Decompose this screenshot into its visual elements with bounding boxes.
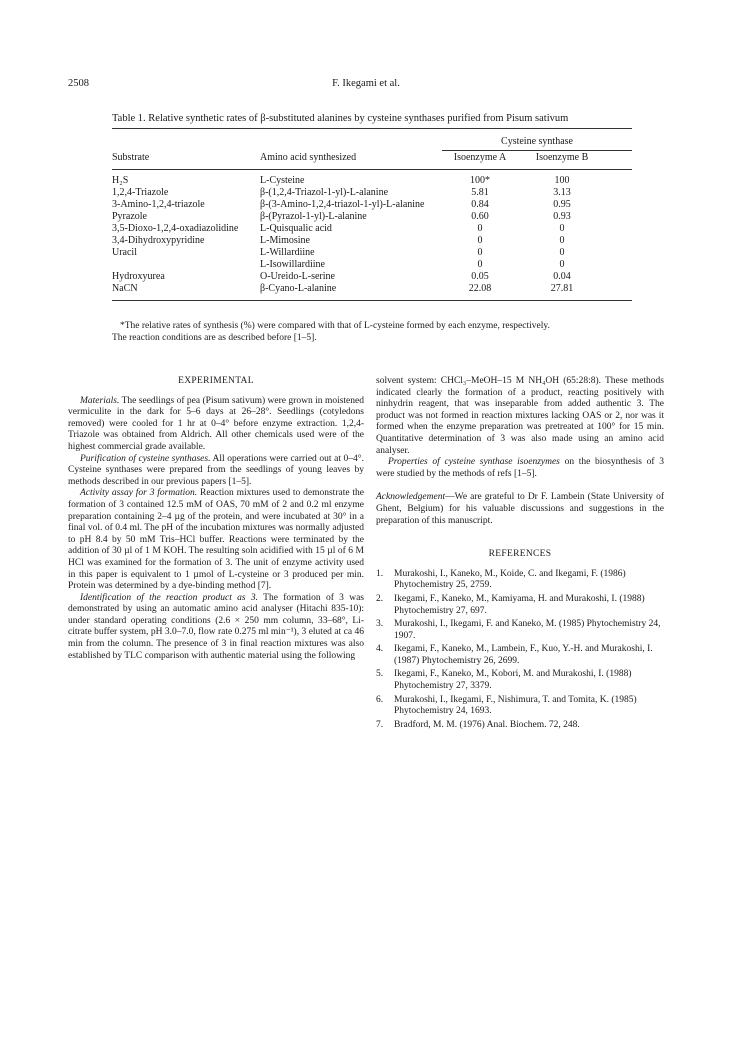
table-cell: Uracil bbox=[112, 247, 137, 258]
table-cell: 22.08 bbox=[468, 283, 492, 294]
table-cell: Pyrazole bbox=[112, 211, 147, 222]
reference-item bbox=[376, 594, 664, 617]
running-header bbox=[68, 78, 664, 92]
reference-item bbox=[376, 695, 664, 718]
run-in-heading: Properties of cysteine synthase isoenzymes bbox=[388, 457, 560, 468]
reference-text: Ikegami, F., Kaneko, M., Lambein, F., Kuo, Y.-H. and Murakoshi, I. (1987) Phytochemistry 26, 2699. bbox=[394, 644, 653, 666]
col-group-header: Cysteine synthase bbox=[501, 136, 573, 147]
table-cell: 27.81 bbox=[550, 283, 574, 294]
reference-text: Murakoshi, I., Ikegami, F., Nishimura, T. and Tomita, K. (1985) Phytochemistry 24, 1693. bbox=[394, 694, 637, 717]
reference-number: 6. bbox=[376, 694, 384, 705]
col-header-isoenzyme-b: Isoenzyme B bbox=[535, 152, 589, 163]
reference-item bbox=[376, 569, 664, 592]
section-heading-experimental: EXPERIMENTAL bbox=[178, 376, 254, 386]
reference-text: Murakoshi, I., Kaneko, M., Koide, C. and Ikegami, F. (1986) Phytochemistry 25, 2759. bbox=[394, 568, 626, 591]
col-header-amino: Amino acid synthesized bbox=[260, 152, 357, 163]
table-bottom-rule bbox=[112, 300, 632, 301]
paragraph-activity-assay bbox=[68, 488, 364, 592]
table-cell: 0 bbox=[477, 247, 483, 258]
table-cell: 3,4-Dihydroxypyridine bbox=[112, 235, 205, 246]
group-rule bbox=[442, 150, 632, 151]
reference-text: Ikegami, F., Kaneko, M., Kobori, M. and Murakoshi, I. (1988) Phytochemistry 27, 3379. bbox=[394, 669, 632, 692]
reference-number: 5. bbox=[376, 669, 384, 680]
paragraph-purification bbox=[68, 454, 364, 489]
run-in-heading: Identification of the reaction product as 3. bbox=[80, 592, 259, 603]
table-cell: Hydroxyurea bbox=[112, 271, 165, 282]
table-cell: 0.93 bbox=[553, 211, 571, 222]
table-cell: 0 bbox=[477, 223, 483, 234]
paragraph-text: All operations were carried out at 0–4°. Cysteine synthases were prepared from the seedlings of young leaves by methods described in our previous papers [1–5]. bbox=[68, 453, 364, 487]
left-column bbox=[68, 376, 364, 662]
footnote-line-1: *The relative rates of synthesis (%) were compared with that of L-cysteine formed by each enzyme, respectively. bbox=[120, 321, 550, 331]
table-cell: 0 bbox=[477, 259, 483, 270]
run-in-heading: Materials. bbox=[80, 395, 120, 406]
paragraph-materials bbox=[68, 396, 364, 454]
footnote-line-2: The reaction conditions are as described before [1–5]. bbox=[112, 333, 317, 343]
paragraph-acknowledgement bbox=[376, 492, 664, 527]
table-cell: 0 bbox=[559, 235, 565, 246]
table-cell: β-(Pyrazol-1-yl)-L-alanine bbox=[260, 211, 367, 222]
table-cell: L-Isowillardiine bbox=[260, 259, 325, 270]
table-cell: L-Cysteine bbox=[260, 175, 305, 186]
paragraph-properties bbox=[376, 457, 664, 480]
table-cell: 100* bbox=[470, 175, 490, 186]
reference-number: 3. bbox=[376, 619, 384, 630]
reference-number: 1. bbox=[376, 568, 384, 579]
paragraph-text: The seedlings of pea (Pisum sativum) were grown in moistened vermiculite in the dark for 5–6 days at 26–28°. Seedlings (cotyledons removed) were cooled for 1 hr at 0–4° before enzyme extraction. 1,2,4-Triazole was obtained from Aldrich. All other chemicals used were of the highest commercial grade available. bbox=[68, 395, 364, 452]
table-cell: 100 bbox=[554, 175, 570, 186]
table-caption: Table 1. Relative synthetic rates of β-substituted alanines by cysteine synthases purified from Pisum sativum bbox=[112, 113, 569, 124]
page-number: 2508 bbox=[68, 78, 89, 89]
table-cell: 0 bbox=[559, 223, 565, 234]
paragraph-text: on the biosynthesis of 3 were studied by the methods of refs [1–5]. bbox=[376, 457, 664, 479]
reference-text: Ikegami, F., Kaneko, M., Kamiyama, H. and Murakoshi, I. (1988) Phytochemistry 27, 697. bbox=[394, 593, 645, 616]
table-cell: β-Cyano-L-alanine bbox=[260, 283, 337, 294]
running-title: F. Ikegami et al. bbox=[332, 78, 400, 89]
reference-number: 7. bbox=[376, 719, 384, 730]
run-in-heading: Purification of cysteine synthases. bbox=[80, 453, 211, 464]
table-cell: L-Willardiine bbox=[260, 247, 315, 258]
table-cell: 3-Amino-1,2,4-triazole bbox=[112, 199, 205, 210]
table-cell: 5.81 bbox=[471, 187, 489, 198]
run-in-heading: Activity assay for 3 formation. bbox=[80, 488, 198, 499]
table-cell: 0.84 bbox=[471, 199, 489, 210]
reference-number: 2. bbox=[376, 593, 384, 604]
paragraph-continuation: solvent system: CHCl₃–MeOH–15 M NH₄OH (65:28:8). These methods indicated clearly the formation of a product, reacting positively with ninhydrin reagent, that was inseparable from added authentic 3. The product was not formed in reaction mixtures lacking OAS or 2, nor was it formed when the enzyme preparation was pretreated at 100° for 15 min. Quantitative determination of 3 was also made using an amino acid analyser. bbox=[376, 376, 664, 456]
table-cell: β-(1,2,4-Triazol-1-yl)-L-alanine bbox=[260, 187, 389, 198]
col-header-isoenzyme-a: Isoenzyme A bbox=[453, 152, 507, 163]
reference-number: 4. bbox=[376, 644, 384, 655]
right-column bbox=[376, 376, 664, 733]
table-cell: 1,2,4-Triazole bbox=[112, 187, 169, 198]
table-cell: 3.13 bbox=[553, 187, 571, 198]
table-cell: 0.60 bbox=[471, 211, 489, 222]
table-cell: 0.04 bbox=[553, 271, 571, 282]
table-cell: β-(3-Amino-1,2,4-triazol-1-yl)-L-alanine bbox=[260, 199, 425, 210]
paragraph-text: —We are grateful to Dr F. Lambein (State University of Ghent, Belgium) for his valuable discussions and suggestions in the preparation of this manuscript. bbox=[376, 492, 664, 526]
table-cell: 0 bbox=[559, 259, 565, 270]
table-footnote bbox=[112, 320, 632, 344]
run-in-heading: Acknowledgement bbox=[376, 492, 446, 503]
header-rule bbox=[112, 169, 632, 170]
table-cell: 3,5-Dioxo-1,2,4-oxadiazolidine bbox=[112, 223, 239, 234]
table-cell: 0.05 bbox=[471, 271, 489, 282]
reference-text: Murakoshi, I., Ikegami, F. and Kaneko, M. (1985) Phytochemistry 24, 1907. bbox=[394, 619, 661, 641]
table-cell: 0 bbox=[559, 247, 565, 258]
reference-item bbox=[376, 619, 664, 642]
table-cell: 0 bbox=[477, 235, 483, 246]
reference-text: Bradford, M. M. (1976) Anal. Biochem. 72, 248. bbox=[394, 719, 580, 730]
table-cell: L-Quisqualic acid bbox=[260, 223, 332, 234]
col-header-substrate: Substrate bbox=[112, 152, 150, 163]
table-cell: 0.95 bbox=[553, 199, 571, 210]
table-top-rule bbox=[112, 128, 632, 129]
paragraph-text: Reaction mixtures used to demonstrate the formation of 3 contained 12.5 mM of OAS, 70 mM of 2 and 0.2 ml enzyme preparation containing 2–4 µg of the protein, and were incubated at 30° in a final vol. of 0.4 ml. The pH of the incubation mixtures was normally adjusted to pH 8.4 by 50 mM Tris–HCl buffer. Reactions were terminated by the addition of 30 µl of 1 M KOH. The resulting soln acidified with 15 µl of 6 M HCl was examined for the formation of 3. The unit of enzyme activity used in this paper is equivalent to 1 µmol of L-cysteine or 3 produced per min. Protein was determined by a dye-binding method [7]. bbox=[68, 488, 364, 592]
table-cell: L-Mimosine bbox=[260, 235, 310, 246]
paragraph-text: The formation of 3 was demonstrated by using an automatic amino acid analyser (Hitachi 835-10): under standard operating conditions (2.6 × 250 mm column, 33–68°, Li-citrate buffer system, pH 3.0–7.0, flow rate 0.275 ml min⁻¹), 3 eluted at ca 46 min from the column. The presence of 3 in final reaction mixtures was also established by TLC comparison with authentic material using the following bbox=[68, 592, 364, 661]
table-cell: NaCN bbox=[112, 283, 138, 294]
rates-table bbox=[112, 128, 632, 318]
reference-item bbox=[376, 669, 664, 692]
table-cell: O-Ureido-L-serine bbox=[260, 271, 335, 282]
section-heading-references: REFERENCES bbox=[488, 549, 552, 560]
reference-item bbox=[376, 720, 664, 732]
paragraph-identification bbox=[68, 593, 364, 663]
reference-item bbox=[376, 644, 664, 667]
table-cell: H₂S bbox=[112, 175, 129, 186]
